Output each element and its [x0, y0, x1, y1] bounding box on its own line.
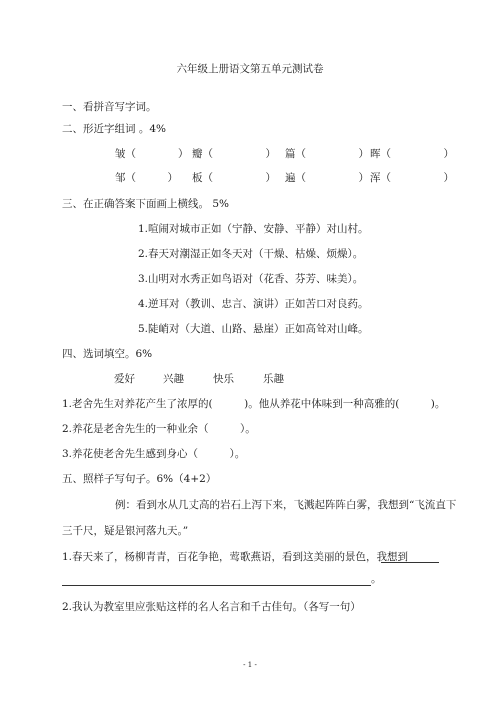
answer-line — [62, 585, 371, 586]
example-line: 例：看到水从几丈高的岩石上泻下来，飞溅起阵阵白雾，我想到“飞流直下 — [115, 499, 457, 511]
sentence-end-mark: 。 — [371, 573, 382, 585]
question-item: 2.我认为教室里应张贴这样的名人名言和千古佳句。（各写一句） — [62, 601, 361, 613]
page-number: - 1 - — [243, 661, 257, 669]
fill-blank-item: 2.养花是老舍先生的一种业余（ ）。 — [62, 423, 256, 435]
section-2-heading: 二、形近字组词 。4% — [62, 123, 166, 135]
char-pair-item: 晖（ ） — [370, 148, 454, 160]
fill-blank-item: 3.养花使老舍先生感到身心（ ）。 — [62, 448, 246, 460]
char-pair-item: 遍（ ） — [285, 172, 369, 184]
char-pair-item: 皱（ ） — [115, 148, 189, 160]
char-pair-item: 邹（ ） — [115, 172, 178, 184]
word-option: 爱好 — [114, 373, 135, 385]
choice-item: 5.陡峭对（大道、山路、悬崖）正如高耸对山峰。 — [138, 323, 369, 335]
choice-item: 2.春天对潮湿正如冬天对（干燥、枯燥、烦燥）。 — [138, 248, 364, 260]
section-5-heading: 五、照样子写句子。6%（4+2） — [62, 473, 217, 485]
page-title: 六年级上册语文第五单元测试卷 — [176, 63, 324, 75]
choice-item: 4.逆耳对（教训、忠言、演讲）正如苦口对良药。 — [138, 298, 369, 310]
fill-blank-item: 1.老舍先生对养花产生了浓厚的( )。他从养花中体味到一种高雅的( )。 — [62, 398, 446, 410]
char-pair-item: 浑（ ） — [370, 172, 454, 184]
char-pair-item: 板（ ） — [192, 172, 276, 184]
word-option: 乐趣 — [263, 373, 284, 385]
section-1-heading: 一、看拼音写字词。 — [62, 101, 157, 113]
char-pair-item: 瓣（ ） — [192, 148, 276, 160]
section-4-heading: 四、选词填空。6% — [62, 348, 153, 360]
choice-item: 1.喧闹对城市正如（宁静、安静、平静）对山村。 — [138, 223, 369, 235]
example-line: 三千尺，疑是银河落九天。” — [62, 525, 189, 537]
choice-item: 3.山明对水秀正如鸟语对（花香、芬芳、味美）。 — [138, 273, 364, 285]
section-3-heading: 三、在正确答案下面画上横线。 5% — [62, 198, 229, 210]
word-option: 快乐 — [213, 373, 234, 385]
char-pair-item: 篇（ ） — [285, 148, 369, 160]
question-item: 1.春天来了，杨柳青青，百花争艳，莺歌燕语，看到这美丽的景色，我想到 — [62, 551, 409, 563]
answer-line — [381, 562, 439, 563]
word-option: 兴趣 — [163, 373, 184, 385]
